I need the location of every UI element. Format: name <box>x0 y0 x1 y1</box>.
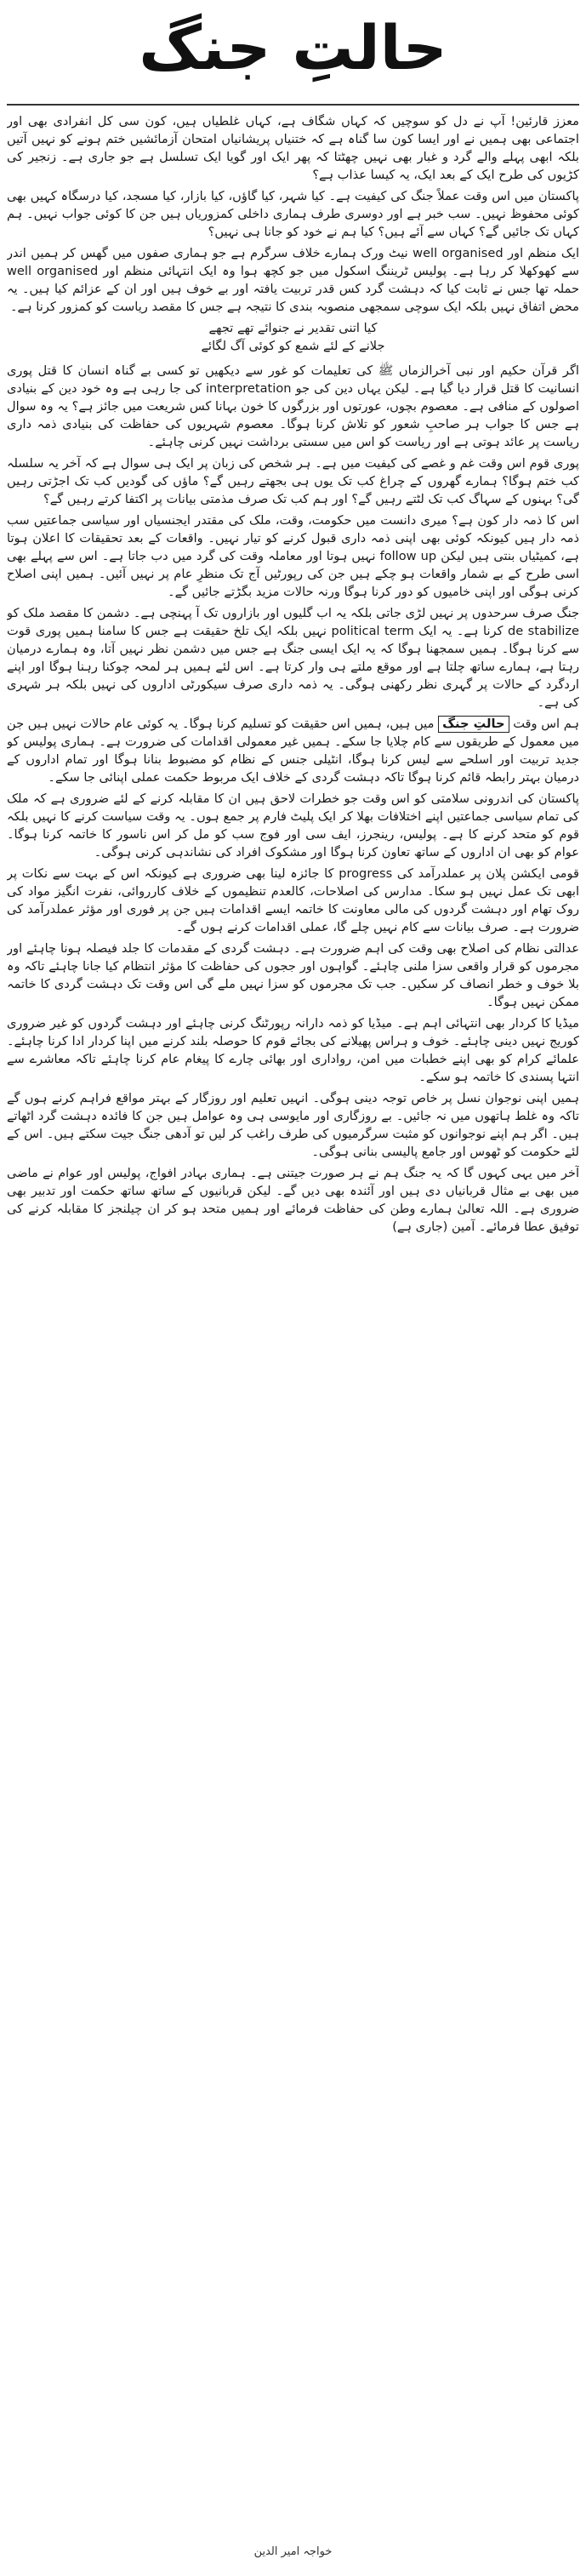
author-signoff <box>0 2539 586 2565</box>
column-masthead <box>0 0 586 95</box>
boxed-column-name: حالتِ جنگ <box>438 716 509 733</box>
paragraph <box>7 604 579 711</box>
paragraph-text: نہیں ہوتا اور معاملہ وقت کی گرد میں دب جاتا ہے۔ اس سے پہلے بھی اسی طرح کے بے شمار واقعات ہو چکے ہیں جن کی رپورٹیں آج تک منظرِ عام پر نہیں آئیں۔ ہمیں اپنی اصلاح کرنی ہوگی اور اپنی خامیوں کو دور کرنا ہوگا ورنہ حالات مزید بگڑتے جائیں گے۔ <box>7 549 579 599</box>
english-term: well organised <box>412 246 504 260</box>
paragraph: پوری قوم اس وقت غم و غصے کی کیفیت میں ہے۔ ہر شخص کی زبان پر ایک ہی سوال ہے کہ آخر یہ سلسلہ کب ختم ہوگا؟ ہمارے گھروں کے چراغ کب تک یوں ہی بجھتے رہیں گے؟ ماؤں کی گودیں کب تک اجڑتی رہیں گی؟ بہنوں کے سہاگ کب تک لٹتے رہیں گے؟ اور ہم کب تک صرف مذمتی بیانات پر اکتفا کرتے رہیں گے؟ <box>7 456 579 506</box>
english-term: follow up <box>379 549 437 563</box>
paragraph <box>7 865 579 936</box>
paragraph-text: قومی ایکشن پلان پر عملدرآمد کی <box>396 866 579 881</box>
english-term: well organised <box>7 264 99 278</box>
header-divider <box>7 104 579 106</box>
english-term: progress <box>339 866 393 881</box>
poem-couplet <box>7 319 579 355</box>
paragraph-text: اس کا ذمہ دار کون ہے؟ میری دانست میں حکومت، وقت، ملک کی مقتدر ایجنسیاں اور سیاسی جماعتیں سب ذمہ دار ہیں کیونکہ کوئی بھی اپنی ذمہ داری قبول کرنے کو تیار نہیں۔ واقعات کے بعد تحقیقات کا اعلان ہوتا ہے، کمیٹیاں بنتی ہیں لیکن <box>7 513 579 563</box>
paragraph: معزز قارئین! آپ نے دل کو سوچیں کہ کہاں شگاف ہے، کہاں غلطیاں ہیں، کون سی کل انفرادی بھی اور اجتماعی بھی ہمیں نے اور ایسا کون سا گناہ ہے کہ ختنیاں پریشانیاں امتحان آزمائشیں ختم ہونے کو نہیں آتیں بلکہ ابھی پہلے والے گرد و غبار بھی نہیں چھٹتا کہ پھر ایک اور گویا ایک تسلسل ہے جو جاری ہے۔ زنجیر کی کڑیوں کی طرح ایک کے بعد ایک، یہ کیسا عذاب ہے؟ <box>7 114 579 182</box>
english-term: political term <box>331 624 414 638</box>
paragraph: پاکستان میں اس وقت عملاً جنگ کی کیفیت ہے۔ کیا شہر، کیا گاؤں، کیا بازار، کیا مسجد، کیا درسگاہ کہیں بھی کوئی محفوظ نہیں۔ سب خبر ہے اور دوسری طرف ہماری داخلی کمزوریاں ہیں جن کا کوئی جواب نہیں۔ ہم کہاں تک جائیں گے؟ کہاں سے آئے ہیں؟ کیا ہم نے خود کو جانا ہی نہیں؟ <box>7 189 579 239</box>
paragraph-text: ہم اس وقت <box>513 717 579 731</box>
paragraph-text: نہیں بلکہ ایک تلخ حقیقت ہے جس کا سامنا ہمیں پوری قوت سے کرنا ہوگا۔ ہمیں سمجھنا ہوگا کہ یہ ایک ایسی جنگ ہے جس میں دشمن نظر نہیں آتا، وہ ہمارے درمیان رہتا ہے، ہمارے ساتھ چلتا ہے اور موقع ملتے ہی وار کرتا ہے۔ اس لئے ہمیں ہر لمحہ چوکنا رہنا ہوگا اور اپنے اردگرد کے حالات پر گہری نظر رکھنی ہوگی۔ یہ ذمہ داری صرف سیکورٹی اداروں کی نہیں بلکہ ہر شہری کی ہے۔ <box>7 624 579 710</box>
paragraph: عدالتی نظام کی اصلاح بھی وقت کی اہم ضرورت ہے۔ دہشت گردی کے مقدمات کا جلد فیصلہ ہونا چاہئے اور مجرموں کو قرار واقعی سزا ملنی چاہئے۔ گواہوں اور ججوں کی حفاظت کا مؤثر انتظام کیا جانا چاہئے تاکہ وہ بلا خوف و خطر انصاف کر سکیں۔ جب تک مجرموں کو سزا نہیں ملے گی اس وقت تک دہشت گردی کا خاتمہ ممکن نہیں ہوگا۔ <box>7 941 579 1009</box>
continued-marker: (جاری ہے) <box>392 1219 448 1234</box>
paragraph <box>7 1164 579 1236</box>
paragraph-text: کرنا ہے۔ یہ ایک <box>418 624 504 638</box>
column-title: حالتِ جنگ <box>139 12 447 83</box>
paragraph-text: اگر قرآن حکیم اور نبی آخرالزماں ﷺ کی تعلیمات کو غور سے دیکھیں تو کسی بے گناہ انسان کا قتل پوری انسانیت کا قتل قرار دیا گیا ہے۔ لیکن یہاں دین کی جو <box>7 363 579 396</box>
paragraph-text: جنگ صرف سرحدوں پر نہیں لڑی جاتی بلکہ یہ اب گلیوں اور بازاروں تک آ پہنچی ہے۔ دشمن کا مقصد ملک کو <box>7 606 579 620</box>
paragraph <box>7 511 579 601</box>
paragraph-text: آخر میں یہی کہوں گا کہ یہ جنگ ہم نے ہر صورت جیتنی ہے۔ ہماری بہادر افواج، پولیس اور عوام نے ماضی میں بھی بے مثال قربانیاں دی ہیں اور آئندہ بھی دیں گے۔ لیکن قربانیوں کے ساتھ ساتھ حکمت اور تدبیر بھی ضروری ہے۔ اللہ تعالیٰ ہمارے وطن کی حفاظت فرمائے اور ہمیں متحد ہو کر ان چیلنجز کا مقابلہ کرنے کی توفیق عطا فرمائے۔ آمین <box>7 1166 579 1234</box>
poem-line: کیا اتنی تقدیر نے جنوائے تھے تجھے <box>208 321 378 335</box>
poem-line: جلانے کے لئے شمع کو کوئی آگ لگائے <box>201 339 385 353</box>
paragraph: ہمیں اپنی نوجوان نسل پر خاص توجہ دینی ہوگی۔ انہیں تعلیم اور روزگار کے بہتر مواقع فراہم کرنے ہوں گے تاکہ وہ غلط ہاتھوں میں نہ جائیں۔ بے روزگاری اور مایوسی ہی وہ عوامل ہیں جن کا فائدہ دہشت گرد اٹھاتے ہیں۔ اگر ہم اپنے نوجوانوں کو مثبت سرگرمیوں کی طرف راغب کر لیں تو آدھی جنگ جیت سکتے ہیں۔ اس کے لئے حکومت کو ٹھوس اور جامع پالیسی بنانی ہوگی۔ <box>7 1091 579 1159</box>
paragraph-text: حملہ تھا جس نے ثابت کیا کہ دہشت گرد کس قدر تربیت یافتہ اور بے خوف ہیں اور ان کے عزائم کیا ہیں۔ یہ محض اتفاق نہیں بلکہ ایک سوچی سمجھی منصوبہ بندی کا نتیجہ ہے جس کا مقصد ریاست کو کمزور کرنا ہے۔ <box>7 282 579 314</box>
paragraph <box>7 244 579 316</box>
paragraph: میڈیا کا کردار بھی انتہائی اہم ہے۔ میڈیا کو ذمہ دارانہ رپورٹنگ کرنی چاہئے اور دہشت گردوں کو غیر ضروری کوریج نہیں دینی چاہئے۔ خوف و ہراس پھیلانے کی بجائے قوم کا حوصلہ بلند کرنے میں اپنا کردار ادا کرنا چاہئے۔ علمائے کرام کو بھی اپنے خطبات میں امن، رواداری اور بھائی چارے کا پیغام عام کرنا چاہئے تاکہ معاشرے سے انتہا پسندی کا خاتمہ ہو سکے۔ <box>7 1016 579 1084</box>
paragraph-text: نیٹ ورک ہمارے خلاف سرگرم ہے جو ہماری صفوں میں گھس کر ہمیں اندر سے کھوکھلا کر رہا ہے۔ پولیس ٹریننگ اسکول میں جو کچھ ہوا وہ ایک انتہائی منظم اور <box>7 246 579 278</box>
author-name: خواجہ امیر الدین <box>253 2545 333 2558</box>
paragraph-text: ایک منظم اور <box>507 246 579 260</box>
paragraph-text: کا جائزہ لینا بھی ضروری ہے کیونکہ اس کے بہت سے نکات پر ابھی تک عمل نہیں ہو سکا۔ مدارس کی اصلاحات، کالعدم تنظیموں کے خلاف کارروائی، نفرت انگیز مواد کی روک تھام اور دہشت گردوں کی مالی معاونت کا خاتمہ ایسے اقدامات ہیں جن پر فوری اور مؤثر عملدرآمد کی ضرورت ہے۔ صرف بیانات سے کام نہیں چلے گا، عملی اقدامات کرنے ہوں گے۔ <box>7 866 579 934</box>
paragraph <box>7 715 579 786</box>
paragraph: پاکستان کی اندرونی سلامتی کو اس وقت جو خطرات لاحق ہیں ان کا مقابلہ کرنے کے لئے ضروری ہے کہ ملک کی تمام سیاسی جماعتیں اپنے اختلافات بھلا کر ایک پلیٹ فارم پر جمع ہوں۔ یہ وقت سیاست کرنے کا نہیں بلکہ قوم کو متحد کرنے کا ہے۔ پولیس، رینجرز، ایف سی اور فوج سب کو مل کر اس ناسور کا خاتمہ کرنا ہوگا۔ عوام کو بھی ان اداروں کے ساتھ تعاون کرنا ہوگا اور مشکوک افراد کی نشاندہی کرنی ہوگی۔ <box>7 791 579 860</box>
english-term: interpretation <box>205 381 292 396</box>
paragraph <box>7 362 579 451</box>
article-body <box>7 112 579 2529</box>
paragraph-text: میں ہیں، ہمیں اس حقیقت کو تسلیم کرنا ہوگا۔ یہ کوئی عام حالات نہیں ہیں جن میں معمول کے طریقوں سے کام چلایا جا سکے۔ ہمیں غیر معمولی اقدامات کی ضرورت ہے۔ ہماری پولیس کو جدید تربیت اور اسلحے سے لیس کرنا ہوگا، انٹیلی جنس کے نظام کو مضبوط بنانا ہوگا اور تمام اداروں کے درمیان بہتر رابطہ قائم کرنا ہوگا تاکہ دہشت گردی کے خلاف ایک مربوط حکمت عملی اپنائی جا سکے۔ <box>7 717 579 785</box>
paragraph-text: کی جا رہی ہے وہ خود دین کے بنیادی اصولوں کے منافی ہے۔ معصوم بچوں، عورتوں اور بزرگوں کا خون بہانا کس شریعت میں جائز ہے؟ یہ وہ سوال ہے جس کا جواب ہر صاحبِ شعور کو تلاش کرنا ہوگا۔ معصوم شہریوں کی حفاظت کی بنیادی ذمہ داری ریاست پر عائد ہوتی ہے اور ریاست کو اس میں سستی برداشت نہیں کرنی چاہئے۔ <box>7 381 579 449</box>
english-term: de stabilize <box>507 624 579 638</box>
